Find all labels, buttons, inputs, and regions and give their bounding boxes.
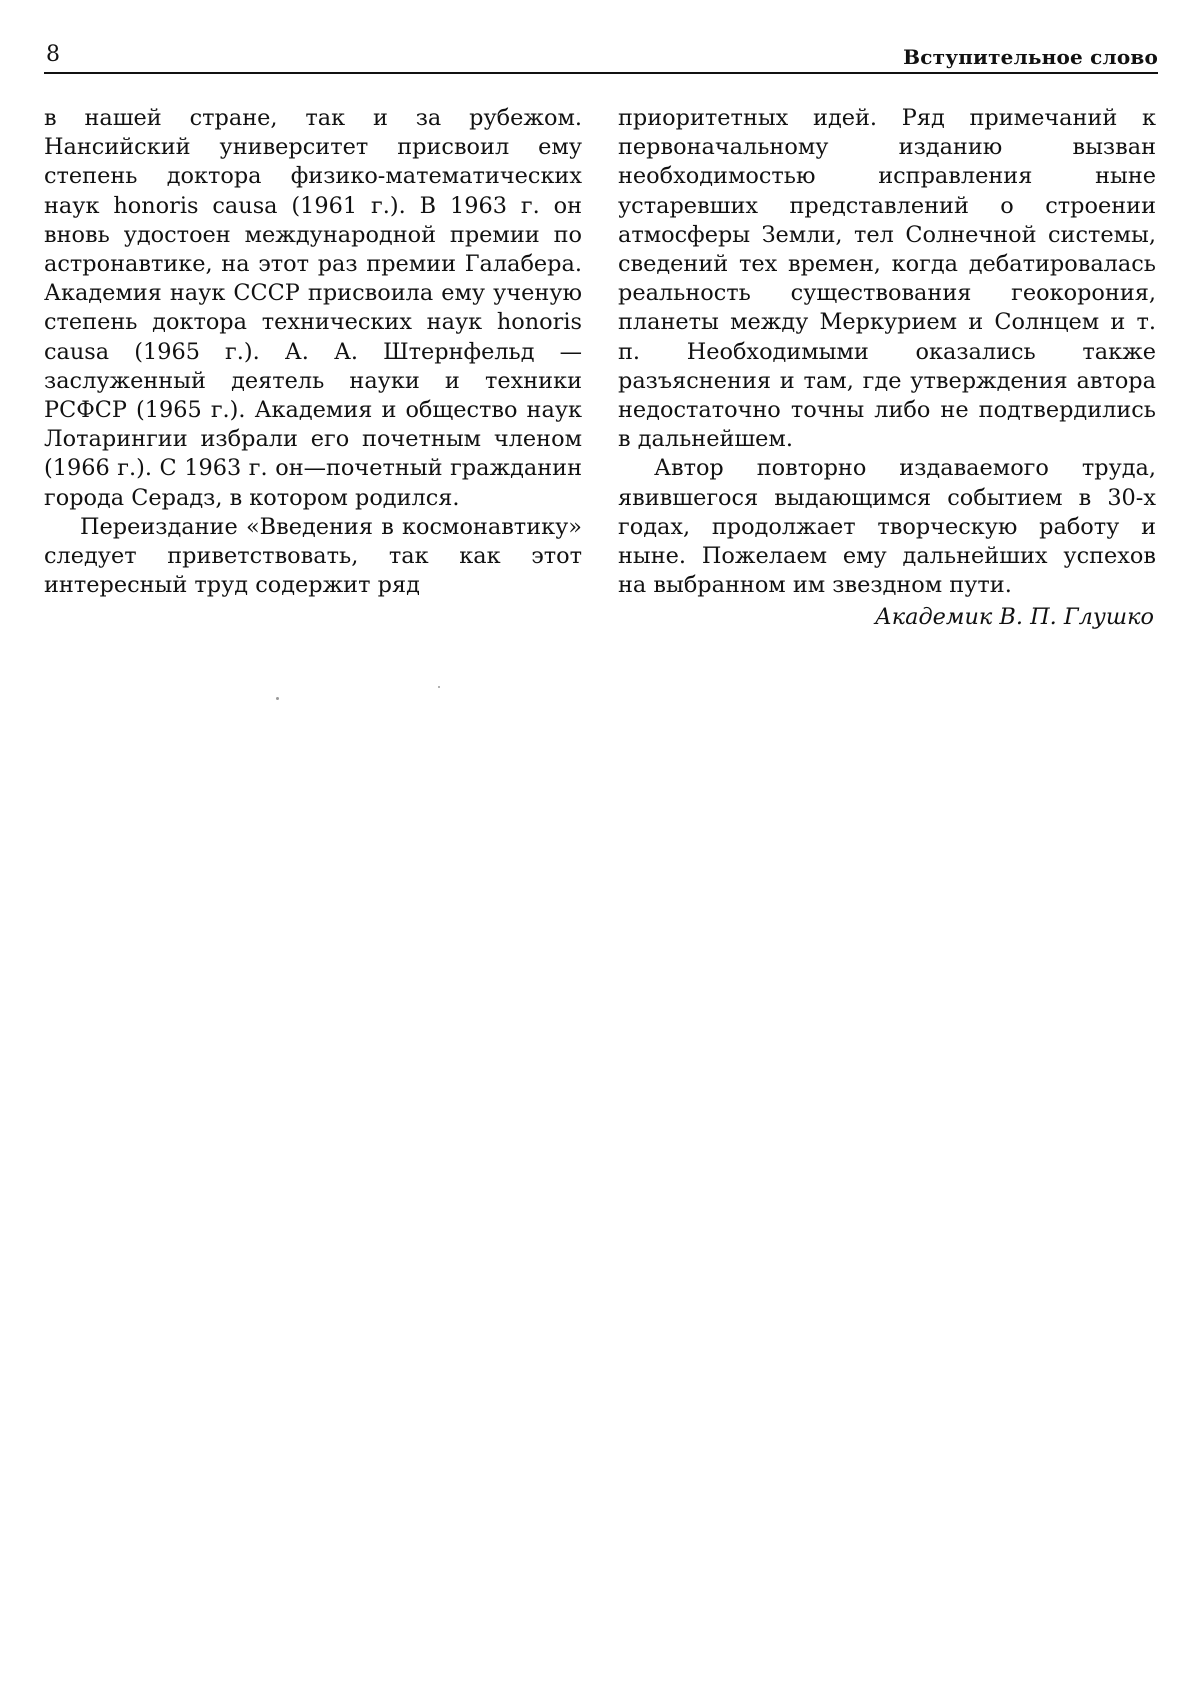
left-paragraph-republication: Переиздание «Введения в космонавтику» следует приветствовать, так как этот интересный труд содержит ряд (44, 513, 582, 599)
right-column (618, 104, 1156, 632)
scan-speck (276, 697, 279, 700)
right-paragraph-priority-ideas: приоритетных идей. Ряд примечаний к первоначальному изданию вызван необходимостью исправления ныне устаревших представлений о строении атмосферы Земли, тел Солнечной системы, сведений тех времен, когда дебатировалась реальность существования геокорония, планеты между Меркурием и Солнцем и т. п. Необходимыми оказались также разъяснения и там, где утверждения автора недостаточно точны либо не подтвердились в дальнейшем. (618, 105, 1156, 453)
right-paragraph-author-wishes: Автор повторно издаваемого труда, явившегося выдающимся событием в 30-х годах, продолжает творческую работу и ныне. Пожелаем ему дальнейших успехов на выбранном им звездном пути. (618, 455, 1156, 599)
left-paragraph-continuation: в нашей стране, так и за рубежом. Нансийский университет присвоил ему степень доктора физико-математических наук honoris causa (1961 г.). В 1963 г. он вновь удостоен международной премии по астронавтике, на этот раз премии Галабера. Академия наук СССР присвоила ему ученую степень доктора технических наук honoris causa (1965 г.). А. А. Штернфельд — заслуженный деятель науки и техники РСФСР (1965 г.). Академия и общество наук Лотарингии избрали его почетным членом (1966 г.). С 1963 г. он—почетный гражданин города Серадз, в котором родился. (44, 105, 582, 511)
running-head (44, 40, 1158, 74)
section-title: Вступительное слово (903, 45, 1158, 69)
signature: Академик В. П. Глушко (874, 604, 1154, 631)
scan-speck (438, 686, 440, 688)
page-number: 8 (46, 42, 60, 67)
left-column (44, 104, 582, 600)
